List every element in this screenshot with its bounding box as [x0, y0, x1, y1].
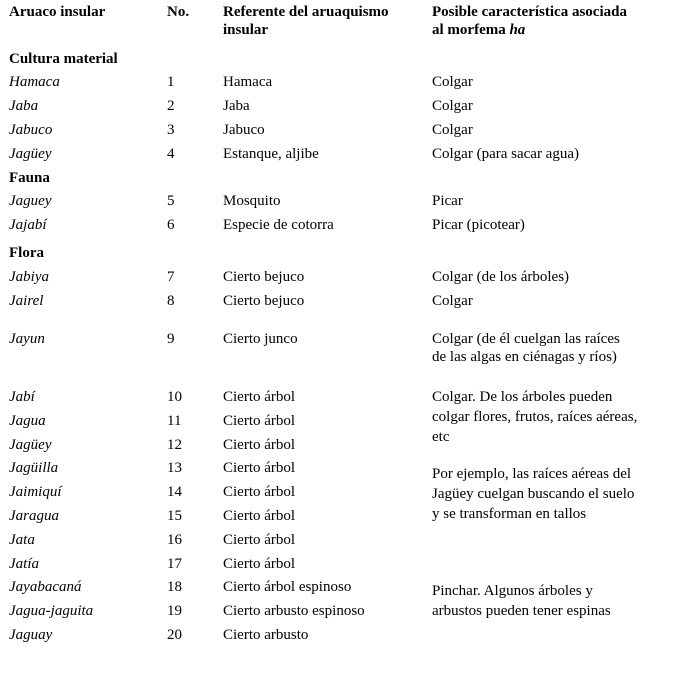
row-10-referent: Cierto árbol	[223, 389, 296, 405]
row-9-referent: Cierto junco	[223, 331, 298, 347]
row-9-feature-line2: de las algas en ciénagas y ríos)	[432, 349, 617, 365]
row-2-number: 2	[167, 98, 175, 114]
header-number: No.	[167, 4, 190, 20]
row-1-feature: Colgar	[432, 74, 473, 90]
row-8-feature: Colgar	[432, 293, 473, 309]
row-14-referent: Cierto árbol	[223, 484, 296, 500]
row-2-feature: Colgar	[432, 98, 473, 114]
row-19-number: 19	[167, 603, 182, 619]
row-13-number: 13	[167, 460, 182, 476]
row-7-word: Jabiya	[9, 269, 49, 285]
note-arboles-line2: colgar flores, frutos, raíces aéreas,	[432, 409, 638, 425]
section-cultura-material: Cultura material	[9, 51, 118, 67]
row-6-feature: Picar (picotear)	[432, 217, 525, 233]
section-flora: Flora	[9, 245, 44, 261]
row-4-word: Jagüey	[9, 146, 52, 162]
row-7-feature: Colgar (de los árboles)	[432, 269, 570, 285]
row-15-referent: Cierto árbol	[223, 508, 296, 524]
section-fauna: Fauna	[9, 170, 50, 186]
row-7-number: 7	[167, 269, 175, 285]
note-arboles-line1: Colgar. De los árboles pueden	[432, 389, 613, 405]
row-12-referent: Cierto árbol	[223, 437, 296, 453]
note-pinchar-line1: Pinchar. Algunos árboles y	[432, 583, 593, 599]
row-19-word: Jagua-jaguita	[9, 603, 94, 619]
row-20-word: Jaguay	[9, 627, 53, 643]
row-4-feature: Colgar (para sacar agua)	[432, 146, 579, 162]
row-5-number: 5	[167, 193, 175, 209]
note-jaguey-line1: Por ejemplo, las raíces aéreas del	[432, 466, 632, 482]
row-13-word: Jagüilla	[9, 460, 59, 476]
row-11-referent: Cierto árbol	[223, 413, 296, 429]
header-caracteristica-prefix: al morfema	[432, 22, 510, 38]
row-12-number: 12	[167, 437, 182, 453]
note-jaguey-line3: y se transforman en tallos	[432, 506, 587, 522]
row-16-number: 16	[167, 532, 182, 548]
row-5-feature: Picar	[432, 193, 463, 209]
row-8-number: 8	[167, 293, 175, 309]
row-6-number: 6	[167, 217, 175, 233]
row-1-number: 1	[167, 74, 175, 90]
row-18-word: Jayabacaná	[9, 579, 82, 595]
row-10-number: 10	[167, 389, 182, 405]
row-6-word: Jajabí	[9, 217, 47, 233]
row-8-word: Jairel	[9, 293, 44, 309]
row-18-number: 18	[167, 579, 182, 595]
row-1-referent: Hamaca	[223, 74, 273, 90]
row-2-word: Jaba	[9, 98, 39, 114]
row-4-number: 4	[167, 146, 175, 162]
row-17-word: Jatía	[9, 556, 39, 572]
row-9-number: 9	[167, 331, 175, 347]
row-3-number: 3	[167, 122, 175, 138]
row-12-word: Jagüey	[9, 437, 52, 453]
row-17-number: 17	[167, 556, 182, 572]
row-5-referent: Mosquito	[223, 193, 281, 209]
row-2-referent: Jaba	[223, 98, 250, 114]
row-20-number: 20	[167, 627, 182, 643]
note-pinchar-line2: arbustos pueden tener espinas	[432, 603, 611, 619]
row-16-referent: Cierto árbol	[223, 532, 296, 548]
row-9-feature-line1: Colgar (de él cuelgan las raíces	[432, 331, 620, 347]
header-caracteristica-line2	[432, 21, 525, 39]
row-14-number: 14	[167, 484, 182, 500]
note-arboles-line3: etc	[432, 429, 450, 445]
header-referente-line2: insular	[223, 22, 269, 38]
row-3-word: Jabuco	[9, 122, 53, 138]
row-11-word: Jagua	[9, 413, 46, 429]
row-4-referent: Estanque, aljibe	[223, 146, 319, 162]
header-morfema-ha: ha	[509, 22, 526, 38]
row-15-word: Jaragua	[9, 508, 59, 524]
header-caracteristica-line1: Posible característica asociada	[432, 4, 627, 20]
row-5-word: Jaguey	[9, 193, 52, 209]
row-17-referent: Cierto árbol	[223, 556, 296, 572]
note-jaguey-line2: Jagüey cuelgan buscando el suelo	[432, 486, 635, 502]
row-1-word: Hamaca	[9, 74, 60, 90]
row-3-referent: Jabuco	[223, 122, 265, 138]
row-11-number: 11	[167, 413, 182, 429]
header-aruaco-insular: Aruaco insular	[9, 4, 106, 20]
row-3-feature: Colgar	[432, 122, 473, 138]
row-13-referent: Cierto árbol	[223, 460, 296, 476]
row-20-referent: Cierto arbusto	[223, 627, 309, 643]
row-18-referent: Cierto árbol espinoso	[223, 579, 352, 595]
row-8-referent: Cierto bejuco	[223, 293, 305, 309]
row-10-word: Jabí	[9, 389, 35, 405]
row-6-referent: Especie de cotorra	[223, 217, 334, 233]
row-14-word: Jaimiquí	[9, 484, 62, 500]
row-15-number: 15	[167, 508, 182, 524]
row-19-referent: Cierto arbusto espinoso	[223, 603, 365, 619]
row-7-referent: Cierto bejuco	[223, 269, 305, 285]
row-9-word: Jayun	[9, 331, 45, 347]
row-16-word: Jata	[9, 532, 35, 548]
header-referente-line1: Referente del aruaquismo	[223, 4, 389, 20]
